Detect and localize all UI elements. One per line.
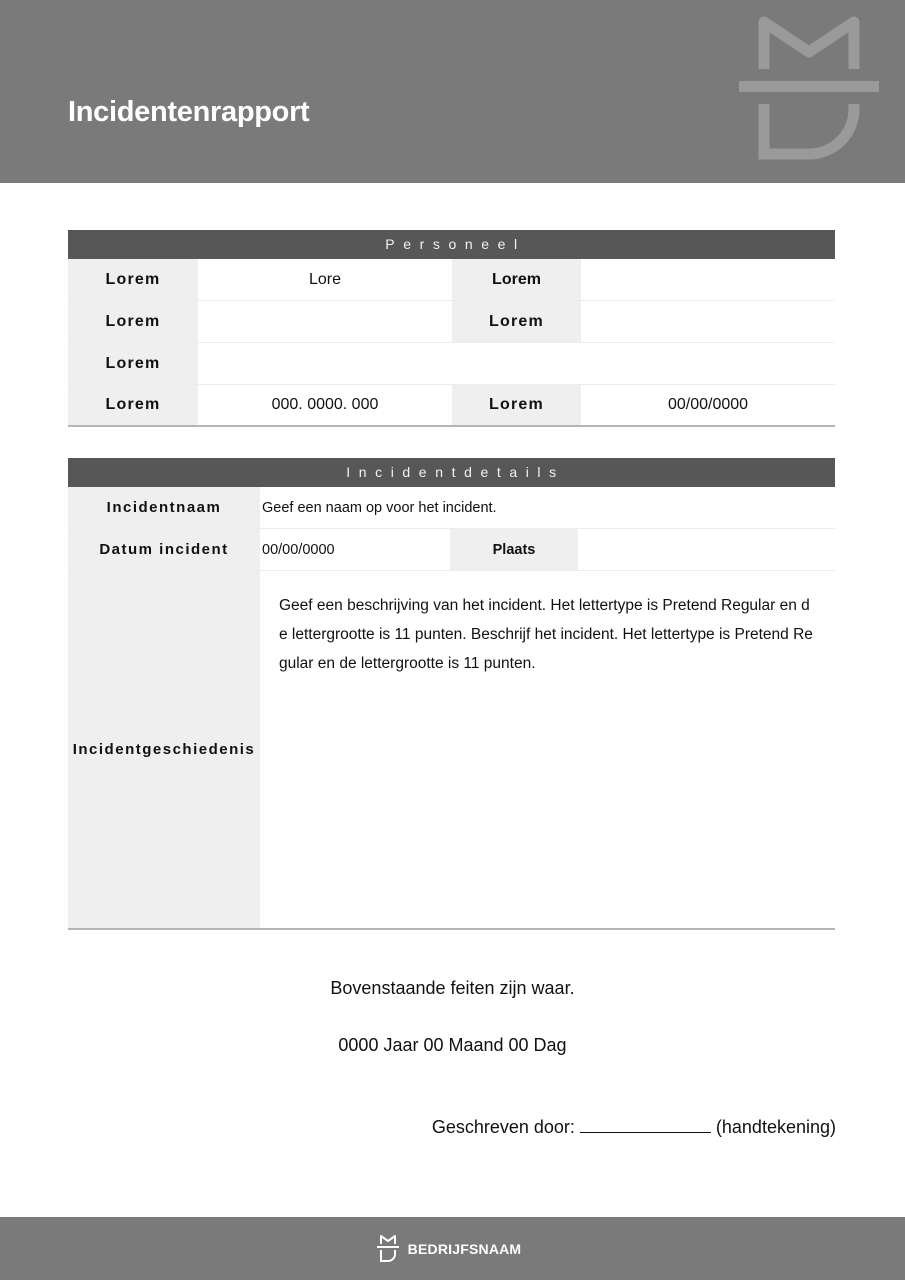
field-value[interactable]: 00/00/0000: [581, 385, 835, 425]
table-row: [68, 385, 835, 427]
company-name: BEDRIJFSNAAM: [407, 1240, 522, 1257]
incident-date-field[interactable]: 00/00/0000: [260, 529, 450, 570]
field-value[interactable]: [198, 343, 835, 384]
written-by-label: Geschreven door:: [431, 1117, 575, 1137]
incident-name-field[interactable]: Geef een naam op voor het incident.: [260, 487, 835, 528]
page-footer: [0, 1217, 905, 1280]
incident-details-table: [68, 458, 835, 930]
table-row: [68, 529, 835, 571]
company-logo-icon: [376, 1234, 400, 1264]
footer-brand: [376, 1234, 522, 1264]
incident-details-heading: Incidentdetails: [68, 458, 835, 487]
signature-field[interactable]: [580, 1119, 711, 1133]
page-title: Incidentenrapport: [68, 96, 310, 128]
field-label: Lorem: [68, 259, 198, 300]
table-row: [68, 301, 835, 343]
table-row: [68, 571, 835, 930]
personnel-heading: Personeel: [68, 230, 835, 259]
field-value[interactable]: Lore: [198, 259, 452, 300]
place-label: Plaats: [450, 529, 578, 570]
company-logo-icon: [736, 14, 882, 170]
personnel-table: [68, 230, 835, 427]
place-field[interactable]: [578, 529, 833, 570]
signature-label: (handtekening): [715, 1117, 836, 1137]
page-header: [0, 0, 905, 183]
incident-history-field[interactable]: Geef een beschrijving van het incident. Het lettertype is Pretend Regular en de lettergrootte is 11 punten. Beschrijf het incident. Het lettertype is Pretend Regular en de lettergrootte is 11 punten.: [260, 571, 835, 928]
field-value[interactable]: 000. 0000. 000: [198, 385, 452, 425]
field-label: Lorem: [452, 385, 581, 425]
incident-date-label: Datum incident: [68, 529, 260, 570]
incident-history-label: Incidentgeschiedenis: [68, 571, 260, 928]
field-label: Lorem: [68, 301, 198, 342]
field-label: Lorem: [452, 301, 581, 342]
field-label: Lorem: [68, 385, 198, 425]
field-value[interactable]: [581, 259, 835, 300]
table-row: [68, 343, 835, 385]
field-value[interactable]: [581, 301, 835, 342]
field-label: Lorem: [68, 343, 198, 384]
field-value[interactable]: [198, 301, 452, 342]
incident-name-label: Incidentnaam: [68, 487, 260, 528]
declaration-statement: Bovenstaande feiten zijn waar.: [330, 978, 575, 998]
table-row: [68, 487, 835, 529]
table-row: [68, 259, 835, 301]
signature-line: [432, 1117, 836, 1138]
field-label: Lorem: [452, 259, 581, 300]
declaration-date: 0000 Jaar 00 Maand 00 Dag: [338, 1035, 567, 1055]
